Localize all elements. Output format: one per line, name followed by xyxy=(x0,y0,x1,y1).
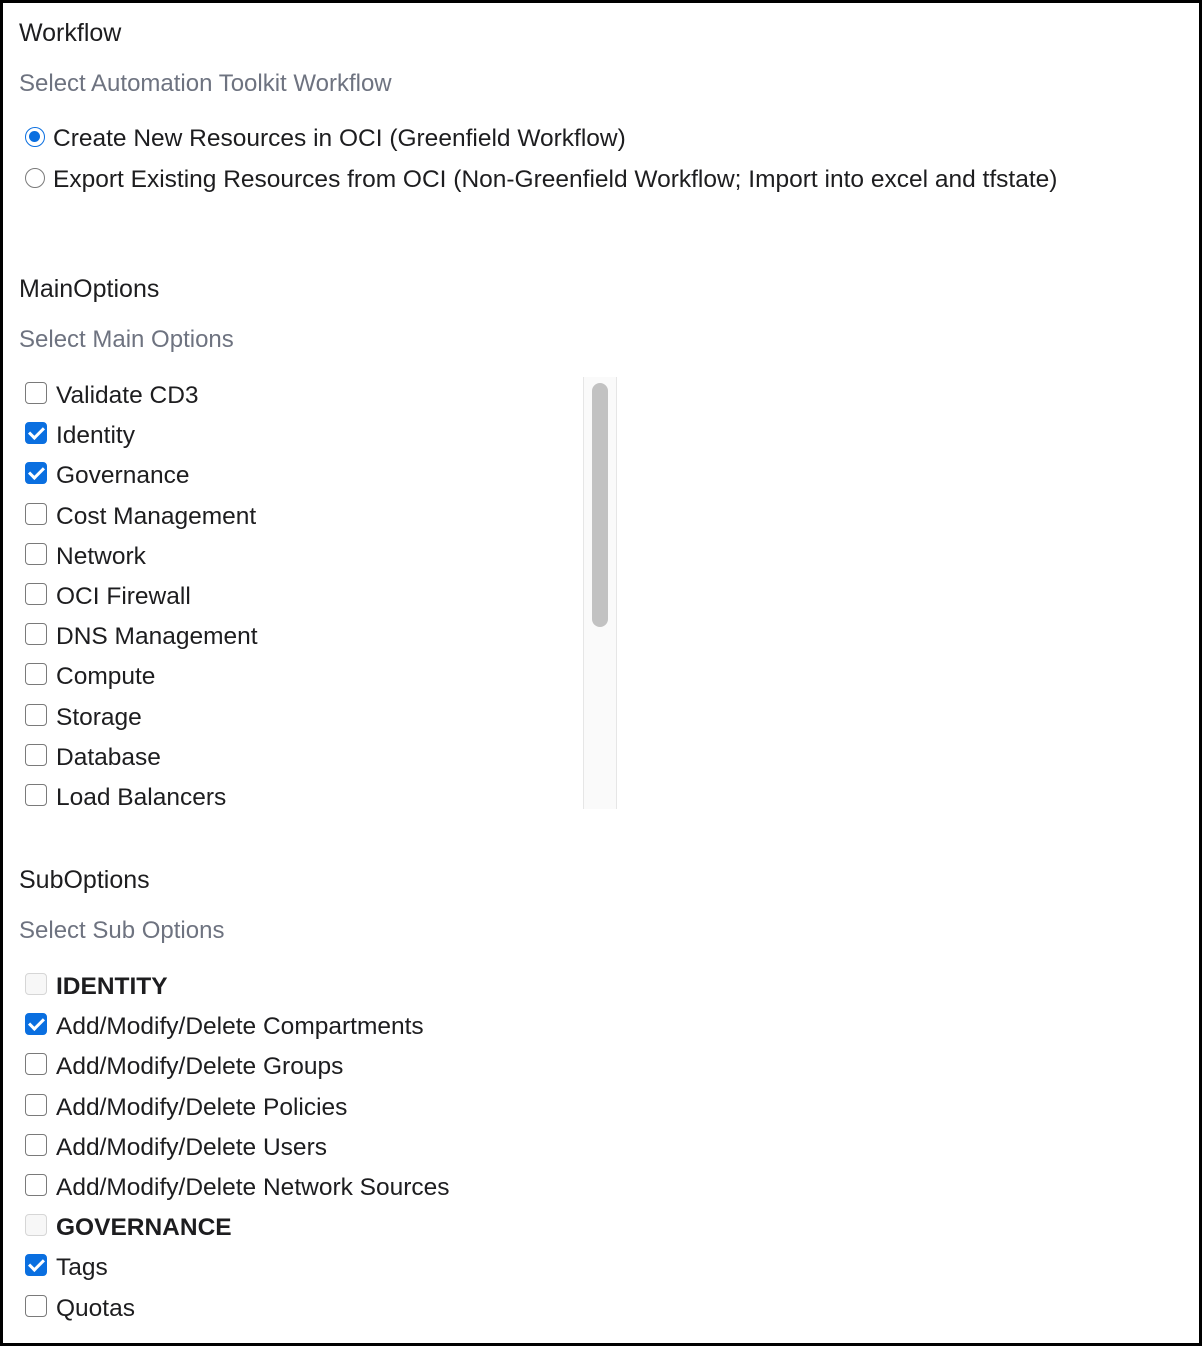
checkbox-label: Compute xyxy=(56,663,156,691)
checkbox-option-add-modify-delete-users[interactable] xyxy=(25,1131,327,1165)
radio-option-non-greenfield[interactable] xyxy=(25,163,1057,197)
checkbox-option-quotas[interactable] xyxy=(25,1292,135,1326)
checkbox-option-database[interactable] xyxy=(25,741,161,775)
checkbox-label: Add/Modify/Delete Network Sources xyxy=(56,1174,450,1201)
checkbox[interactable] xyxy=(25,1295,47,1317)
checkbox[interactable] xyxy=(25,1174,47,1196)
checkbox[interactable] xyxy=(25,583,47,605)
checkbox-option-oci-firewall[interactable] xyxy=(25,580,191,614)
checkbox-option-cost-management[interactable] xyxy=(25,500,256,534)
checkbox-label: GOVERNANCE xyxy=(56,1214,232,1242)
checkbox xyxy=(25,973,47,995)
checkbox-option-add-modify-delete-policies[interactable] xyxy=(25,1091,347,1125)
radio-label: Create New Resources in OCI (Greenfield Workflow) xyxy=(53,125,626,152)
main-options-subtitle: Select Main Options xyxy=(19,326,234,353)
radio-option-greenfield[interactable] xyxy=(25,122,626,156)
checkbox-option-add-modify-delete-groups[interactable] xyxy=(25,1050,343,1084)
checkbox-option-compute[interactable] xyxy=(25,660,155,694)
checkbox-label: Add/Modify/Delete Policies xyxy=(56,1093,348,1121)
scrollbar-thumb[interactable] xyxy=(592,383,608,627)
workflow-subtitle: Select Automation Toolkit Workflow xyxy=(19,70,392,97)
checkbox-label: IDENTITY xyxy=(56,973,168,1000)
checkbox-option-governance xyxy=(25,1211,232,1245)
radio-button[interactable] xyxy=(25,168,45,188)
checkbox-option-identity[interactable] xyxy=(25,419,135,453)
checkbox xyxy=(25,1214,47,1236)
checkbox[interactable] xyxy=(25,784,47,806)
checkbox-checked[interactable] xyxy=(25,422,47,444)
checkbox-label: DNS Management xyxy=(56,623,258,651)
checkbox[interactable] xyxy=(25,623,47,645)
checkbox[interactable] xyxy=(25,503,47,525)
checkbox-option-dns-management[interactable] xyxy=(25,620,258,654)
checkbox-option-validate-cd3[interactable] xyxy=(25,379,199,413)
checkbox-label: Database xyxy=(56,743,161,771)
checkbox-label: Validate CD3 xyxy=(56,382,199,409)
checkbox-option-tags[interactable] xyxy=(25,1251,108,1285)
radio-button[interactable] xyxy=(25,127,45,147)
workflow-title: Workflow xyxy=(19,19,122,47)
checkbox-checked[interactable] xyxy=(25,462,47,484)
checkbox-option-add-modify-delete-compartments[interactable] xyxy=(25,1010,424,1044)
checkbox-option-storage[interactable] xyxy=(25,701,142,735)
sub-options-subtitle: Select Sub Options xyxy=(19,917,225,944)
checkbox-label: Add/Modify/Delete Groups xyxy=(56,1053,344,1081)
checkbox-option-add-modify-delete-network-sources[interactable] xyxy=(25,1171,450,1205)
checkbox-label: Governance xyxy=(56,462,190,490)
checkbox[interactable] xyxy=(25,543,47,565)
main-options-title: MainOptions xyxy=(19,275,160,303)
checkbox-checked[interactable] xyxy=(25,1013,47,1035)
main-options-scrollbar[interactable] xyxy=(583,377,617,809)
checkbox-option-load-balancers[interactable] xyxy=(25,781,226,815)
checkbox-option-governance[interactable] xyxy=(25,459,189,493)
checkbox-label: Add/Modify/Delete Users xyxy=(56,1133,327,1161)
checkbox-label: OCI Firewall xyxy=(56,583,191,610)
checkbox[interactable] xyxy=(25,1053,47,1075)
checkbox-label: Identity xyxy=(56,422,135,450)
checkbox-checked[interactable] xyxy=(25,1254,47,1276)
radio-label: Export Existing Resources from OCI (Non-Greenfield Workflow; Import into excel and tfstate) xyxy=(53,166,1058,193)
checkbox[interactable] xyxy=(25,1094,47,1116)
checkbox-option-network[interactable] xyxy=(25,540,146,574)
checkbox-label: Storage xyxy=(56,703,142,731)
checkbox[interactable] xyxy=(25,663,47,685)
checkbox[interactable] xyxy=(25,744,47,766)
checkbox-label: Quotas xyxy=(56,1294,135,1322)
checkbox[interactable] xyxy=(25,704,47,726)
sub-options-title: SubOptions xyxy=(19,866,150,894)
checkbox-label: Add/Modify/Delete Compartments xyxy=(56,1013,424,1041)
checkbox-label: Cost Management xyxy=(56,502,257,530)
checkbox-option-identity xyxy=(25,970,168,1004)
checkbox[interactable] xyxy=(25,382,47,404)
checkbox[interactable] xyxy=(25,1134,47,1156)
checkbox-label: Load Balancers xyxy=(56,784,227,811)
checkbox-label: Network xyxy=(56,542,146,570)
checkbox-label: Tags xyxy=(56,1254,108,1282)
